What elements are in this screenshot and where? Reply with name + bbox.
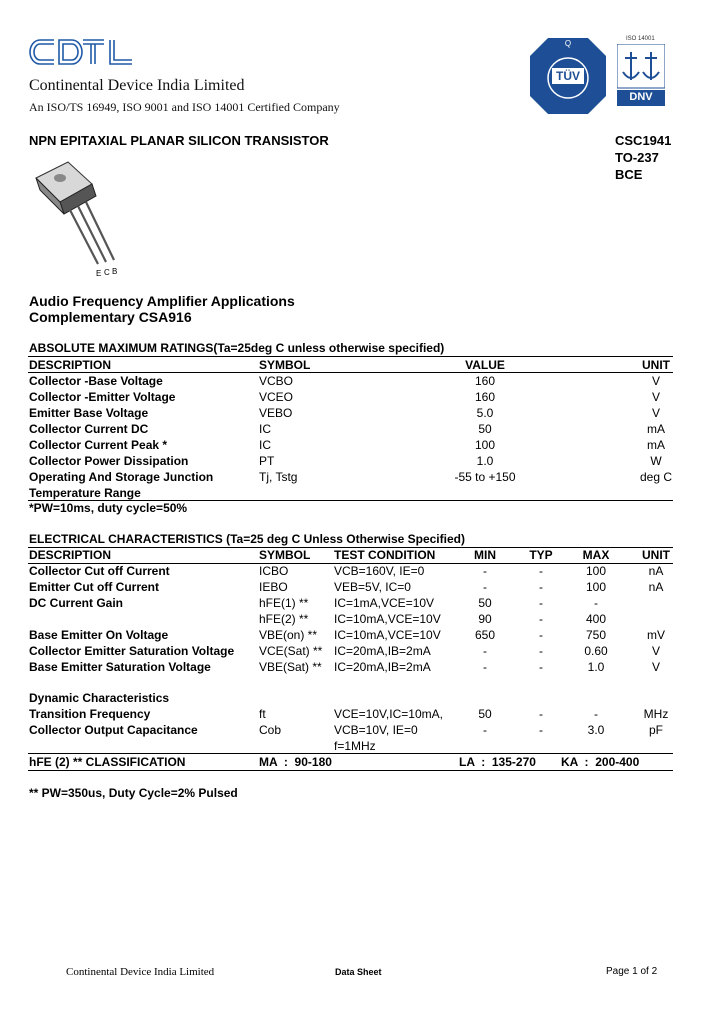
elec-header-min: MIN <box>474 548 496 562</box>
cdil-logo <box>28 30 138 76</box>
classification-ka: KA : 200-400 <box>561 755 640 769</box>
abs-max-rule-header <box>28 372 673 373</box>
table-row-value: 1.0 <box>476 454 494 468</box>
table-row-unit: pF <box>648 723 663 737</box>
table-row-condition: VCB=160V, IE=0 <box>334 564 425 578</box>
table-row-symbol: Tj, Tstg <box>259 470 298 484</box>
footer-page: Page 1 of 2 <box>606 966 658 977</box>
table-row-min: - <box>483 564 487 578</box>
table-row-typ: - <box>539 628 543 642</box>
table-row-min: 90 <box>478 612 492 626</box>
table-row-max: - <box>594 707 598 721</box>
table-row-unit: deg C <box>639 470 673 484</box>
table-row-unit: V <box>651 660 660 674</box>
iso-label: ISO 14001 <box>626 36 655 42</box>
cdil-logo-graphic <box>28 30 138 76</box>
table-row-condition: IC=20mA,IB=2mA <box>334 660 431 674</box>
tuv-label: TÜV <box>556 69 580 83</box>
transistor-icon <box>30 160 130 282</box>
abs-header-description: DESCRIPTION <box>29 358 112 372</box>
classification-rule <box>28 770 673 771</box>
elec-rule-bottom <box>28 753 673 754</box>
table-row-min: - <box>483 660 487 674</box>
table-row-unit: V <box>651 406 660 420</box>
classification-la: LA : 135-270 <box>459 755 536 769</box>
table-row-unit: V <box>651 390 660 404</box>
abs-max-rule-top <box>28 356 673 357</box>
table-row-min: 50 <box>478 707 492 721</box>
table-row-description: Collector Power Dissipation <box>29 454 189 468</box>
table-row-description: Base Emitter Saturation Voltage <box>29 660 211 674</box>
table-row-description: Emitter Base Voltage <box>29 406 149 420</box>
table-row-symbol: IEBO <box>259 580 288 594</box>
table-row-description: Collector Emitter Saturation Voltage <box>29 644 235 658</box>
elec-header-description: DESCRIPTION <box>29 548 112 562</box>
company-name: Continental Device India Limited <box>29 77 245 94</box>
elec-header-unit: UNIT <box>642 548 670 562</box>
table-row-max: 0.60 <box>584 644 608 658</box>
table-row-max: - <box>594 596 598 610</box>
table-row-max: 100 <box>585 580 607 594</box>
table-row-unit: mA <box>647 422 665 436</box>
table-row-symbol: VBE(Sat) ** <box>259 660 322 674</box>
table-row-max: 1.0 <box>587 660 605 674</box>
table-row-typ: - <box>539 596 543 610</box>
table-row-description: Operating And Storage Junction <box>29 470 214 484</box>
table-row-description: Base Emitter On Voltage <box>29 628 169 642</box>
table-row-unit: nA <box>648 564 664 578</box>
table-row-description: Collector Current Peak * <box>29 438 168 452</box>
elec-header-test-condition: TEST CONDITION <box>334 548 436 562</box>
table-row-value: -55 to +150 <box>454 470 516 484</box>
table-row-min: - <box>483 580 487 594</box>
table-row-description-cont: Temperature Range <box>29 486 141 500</box>
table-row-condition: VEB=5V, IC=0 <box>334 580 411 594</box>
table-row-symbol: VCE(Sat) ** <box>259 644 323 658</box>
abs-max-title: ABSOLUTE MAXIMUM RATINGS(Ta=25deg C unless otherwise specified) <box>29 341 445 355</box>
table-row-max: 3.0 <box>587 723 605 737</box>
table-row-unit: MHz <box>643 707 669 721</box>
pulse-note: ** PW=350us, Duty Cycle=2% Pulsed <box>29 786 238 800</box>
table-row-symbol: hFE(2) ** <box>259 612 309 626</box>
classification-ma: MA : 90-180 <box>259 755 332 769</box>
pin-label-c: C <box>104 268 110 277</box>
elec-header-max: MAX <box>582 548 610 562</box>
table-row-max: 750 <box>585 628 607 642</box>
table-row-value: 50 <box>478 422 492 436</box>
table-row-value: 160 <box>474 390 496 404</box>
table-row-description: Collector Current DC <box>29 422 149 436</box>
pinout: BCE <box>615 167 643 182</box>
classification-label: hFE (2) ** CLASSIFICATION <box>29 755 186 769</box>
table-row-condition-cont: f=1MHz <box>334 739 376 753</box>
part-number: CSC1941 <box>615 133 672 148</box>
abs-header-symbol: SYMBOL <box>259 358 311 372</box>
table-row-unit: V <box>651 644 660 658</box>
table-row-min: - <box>483 644 487 658</box>
elec-title: ELECTRICAL CHARACTERISTICS (Ta=25 deg C Unless Otherwise Specified) <box>29 532 465 546</box>
table-row-condition: IC=1mA,VCE=10V <box>334 596 435 610</box>
table-row-condition: VCB=10V, IE=0 <box>334 723 418 737</box>
table-row-symbol: hFE(1) ** <box>259 596 309 610</box>
package-type: TO-237 <box>615 150 659 165</box>
page-title: NPN EPITAXIAL PLANAR SILICON TRANSISTOR <box>29 133 329 148</box>
tuv-badge <box>528 36 608 116</box>
abs-header-value: VALUE <box>465 358 505 372</box>
elec-header-typ: TYP <box>529 548 553 562</box>
table-row-symbol: ft <box>259 707 266 721</box>
pin-label-e: E <box>96 269 102 278</box>
table-row-symbol: ICBO <box>259 564 289 578</box>
table-row-max: 100 <box>585 564 607 578</box>
certification-line: An ISO/TS 16949, ISO 9001 and ISO 14001 Certified Company <box>29 100 340 114</box>
table-row-typ: - <box>539 580 543 594</box>
dynamic-title: Dynamic Characteristics <box>29 691 170 705</box>
table-row-symbol: VEBO <box>259 406 293 420</box>
table-row-unit: mV <box>647 628 665 642</box>
table-row-description: DC Current Gain <box>29 596 124 610</box>
table-row-description: Collector Cut off Current <box>29 564 170 578</box>
application-line-1: Audio Frequency Amplifier Applications <box>29 293 295 309</box>
footer-company: Continental Device India Limited <box>66 966 215 978</box>
table-row-typ: - <box>539 612 543 626</box>
table-row-description: Emitter Cut off Current <box>29 580 159 594</box>
table-row-typ: - <box>539 707 543 721</box>
table-row-unit: nA <box>648 580 664 594</box>
table-row-min: 650 <box>474 628 496 642</box>
table-row-value: 5.0 <box>476 406 494 420</box>
transistor-image <box>30 160 130 282</box>
table-row-typ: - <box>539 644 543 658</box>
table-row-min: 50 <box>478 596 492 610</box>
table-row-unit: V <box>651 374 660 388</box>
table-row-min: - <box>483 723 487 737</box>
footer-data-sheet: Data Sheet <box>335 967 382 977</box>
table-row-symbol: VCEO <box>259 390 294 404</box>
table-row-symbol: Cob <box>259 723 282 737</box>
table-row-symbol: VCBO <box>259 374 294 388</box>
dnv-badge <box>617 44 665 106</box>
abs-header-unit: UNIT <box>642 358 670 372</box>
table-row-typ: - <box>539 660 543 674</box>
pin-label-b: B <box>112 267 118 276</box>
table-row-condition: IC=10mA,VCE=10V <box>334 612 441 626</box>
svg-text:Q: Q <box>564 39 572 48</box>
table-row-symbol: IC <box>259 422 271 436</box>
table-row-typ: - <box>539 723 543 737</box>
table-row-description: Transition Frequency <box>29 707 151 721</box>
table-row-unit: W <box>650 454 662 468</box>
application-line-2: Complementary CSA916 <box>29 309 192 325</box>
table-row-symbol: PT <box>259 454 275 468</box>
abs-max-note: *PW=10ms, duty cycle=50% <box>29 501 188 515</box>
table-row-unit: mA <box>647 438 665 452</box>
table-row-description: Collector -Emitter Voltage <box>29 390 176 404</box>
table-row-value: 160 <box>474 374 496 388</box>
table-row-condition: IC=10mA,VCE=10V <box>334 628 441 642</box>
elec-header-symbol: SYMBOL <box>259 548 311 562</box>
table-row-max: 400 <box>585 612 607 626</box>
table-row-value: 100 <box>474 438 496 452</box>
table-row-description: Collector -Base Voltage <box>29 374 163 388</box>
table-row-condition: IC=20mA,IB=2mA <box>334 644 431 658</box>
table-row-symbol: VBE(on) ** <box>259 628 318 642</box>
dnv-label: DNV <box>629 91 653 103</box>
table-row-condition: VCE=10V,IC=10mA, <box>334 707 443 721</box>
table-row-symbol: IC <box>259 438 271 452</box>
table-row-typ: - <box>539 564 543 578</box>
table-row-description: Collector Output Capacitance <box>29 723 198 737</box>
